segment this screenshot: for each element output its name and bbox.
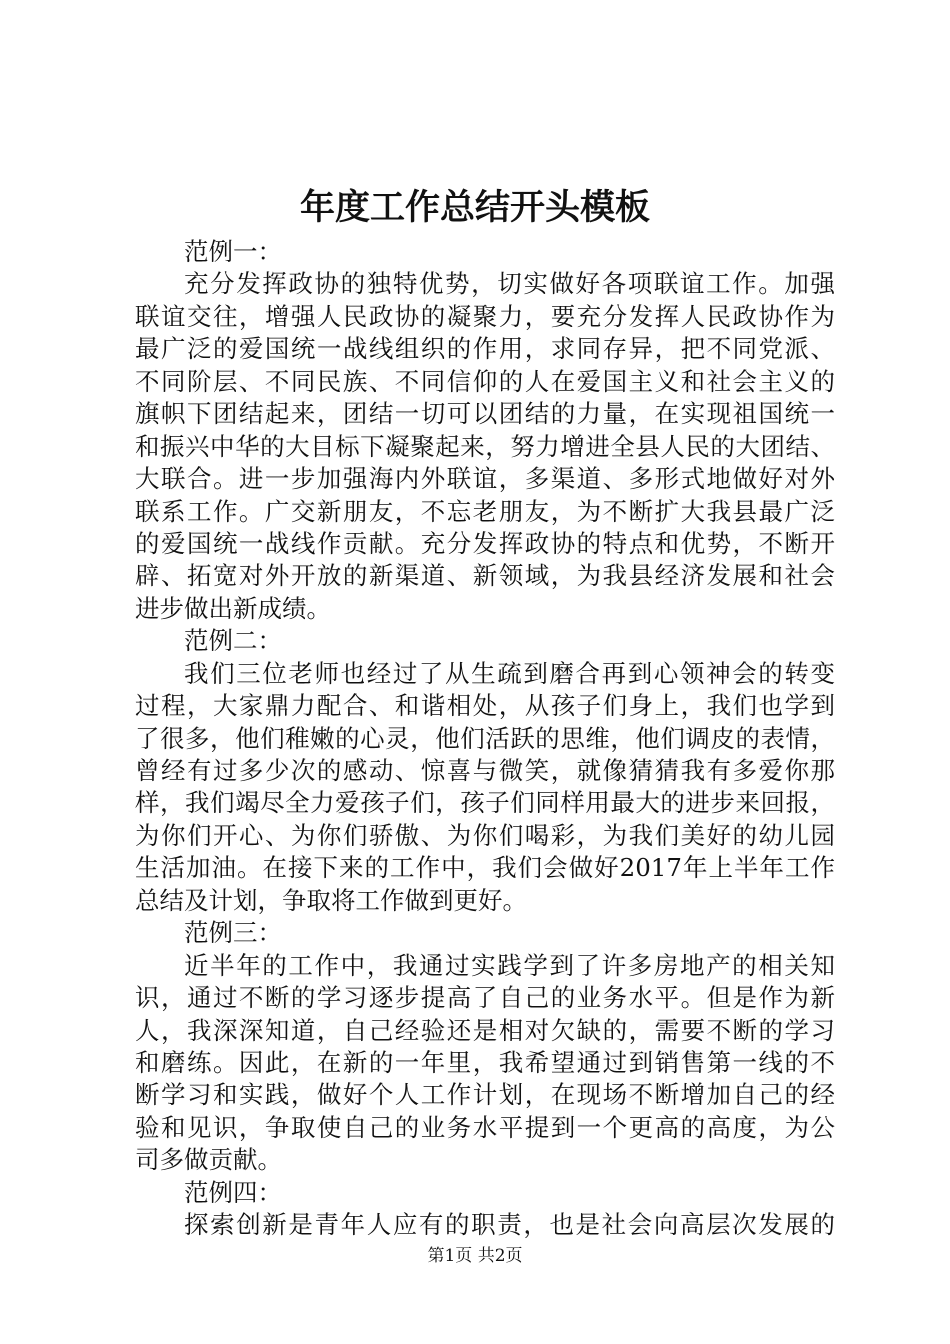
paragraph-line: 生活加油。在接下来的工作中，我们会做好2017年上半年工作 bbox=[135, 853, 835, 883]
paragraph-line: 联谊交往，增强人民政协的凝聚力，要充分发挥人民政协作为 bbox=[135, 301, 835, 331]
paragraph-line: 了很多，他们稚嫩的心灵，他们活跃的思维，他们调皮的表情， bbox=[135, 723, 835, 753]
paragraph-line: 司多做贡献。 bbox=[135, 1145, 282, 1175]
paragraph-line: 识，通过不断的学习逐步提高了自己的业务水平。但是作为新 bbox=[135, 983, 835, 1013]
paragraph-line: 为你们开心、为你们骄傲、为你们喝彩，为我们美好的幼儿园 bbox=[135, 820, 835, 850]
section-heading-3: 范例三： bbox=[184, 918, 282, 948]
section-heading-1: 范例一： bbox=[184, 237, 282, 266]
paragraph-line: 联系工作。广交新朋友，不忘老朋友，为不断扩大我县最广泛 bbox=[135, 496, 835, 526]
section-heading-2: 范例二： bbox=[184, 626, 282, 656]
paragraph-line: 充分发挥政协的独特优势，切实做好各项联谊工作。加强 bbox=[184, 269, 835, 299]
page-footer: 第1页 共2页 bbox=[427, 1246, 523, 1266]
paragraph-line: 总结及计划，争取将工作做到更好。 bbox=[135, 885, 527, 915]
paragraph-line: 大联合。进一步加强海内外联谊，多渠道、多形式地做好对外 bbox=[135, 464, 835, 494]
paragraph-line: 近半年的工作中，我通过实践学到了许多房地产的相关知 bbox=[184, 950, 835, 980]
paragraph-line: 验和见识，争取使自己的业务水平提到一个更高的高度，为公 bbox=[135, 1112, 835, 1142]
paragraph-line: 过程，大家鼎力配合、和谐相处，从孩子们身上，我们也学到 bbox=[135, 691, 835, 721]
paragraph-line: 进步做出新成绩。 bbox=[135, 593, 331, 623]
paragraph-line: 样，我们竭尽全力爱孩子们，孩子们同样用最大的进步来回报， bbox=[135, 788, 835, 818]
paragraph-line: 的爱国统一战线作贡献。充分发挥政协的特点和优势，不断开 bbox=[135, 528, 835, 558]
page-title: 年度工作总结开头模板 bbox=[299, 187, 650, 228]
document-body bbox=[135, 236, 835, 1242]
paragraph-line: 辟、拓宽对外开放的新渠道、新领域，为我县经济发展和社会 bbox=[135, 561, 835, 591]
paragraph-line: 不同阶层、不同民族、不同信仰的人在爱国主义和社会主义的 bbox=[135, 366, 835, 396]
paragraph-line: 和磨练。因此，在新的一年里，我希望通过到销售第一线的不 bbox=[135, 1047, 835, 1077]
paragraph-line: 曾经有过多少次的感动、惊喜与微笑，就像猜猜我有多爱你那 bbox=[135, 756, 835, 785]
paragraph-line: 和振兴中华的大目标下凝聚起来，努力增进全县人民的大团结、 bbox=[135, 431, 835, 461]
paragraph-line: 人，我深深知道，自己经验还是相对欠缺的，需要不断的学习 bbox=[135, 1015, 835, 1045]
paragraph-line: 探索创新是青年人应有的职责，也是社会向高层次发展的 bbox=[184, 1210, 835, 1240]
paragraph-line: 最广泛的爱国统一战线组织的作用，求同存异，把不同党派、 bbox=[135, 334, 835, 364]
paragraph-line: 我们三位老师也经过了从生疏到磨合再到心领神会的转变 bbox=[184, 658, 835, 688]
paragraph-line: 断学习和实践，做好个人工作计划，在现场不断增加自己的经 bbox=[135, 1080, 835, 1110]
paragraph-line: 旗帜下团结起来，团结一切可以团结的力量，在实现祖国统一 bbox=[135, 399, 835, 429]
section-heading-4: 范例四： bbox=[184, 1177, 282, 1207]
